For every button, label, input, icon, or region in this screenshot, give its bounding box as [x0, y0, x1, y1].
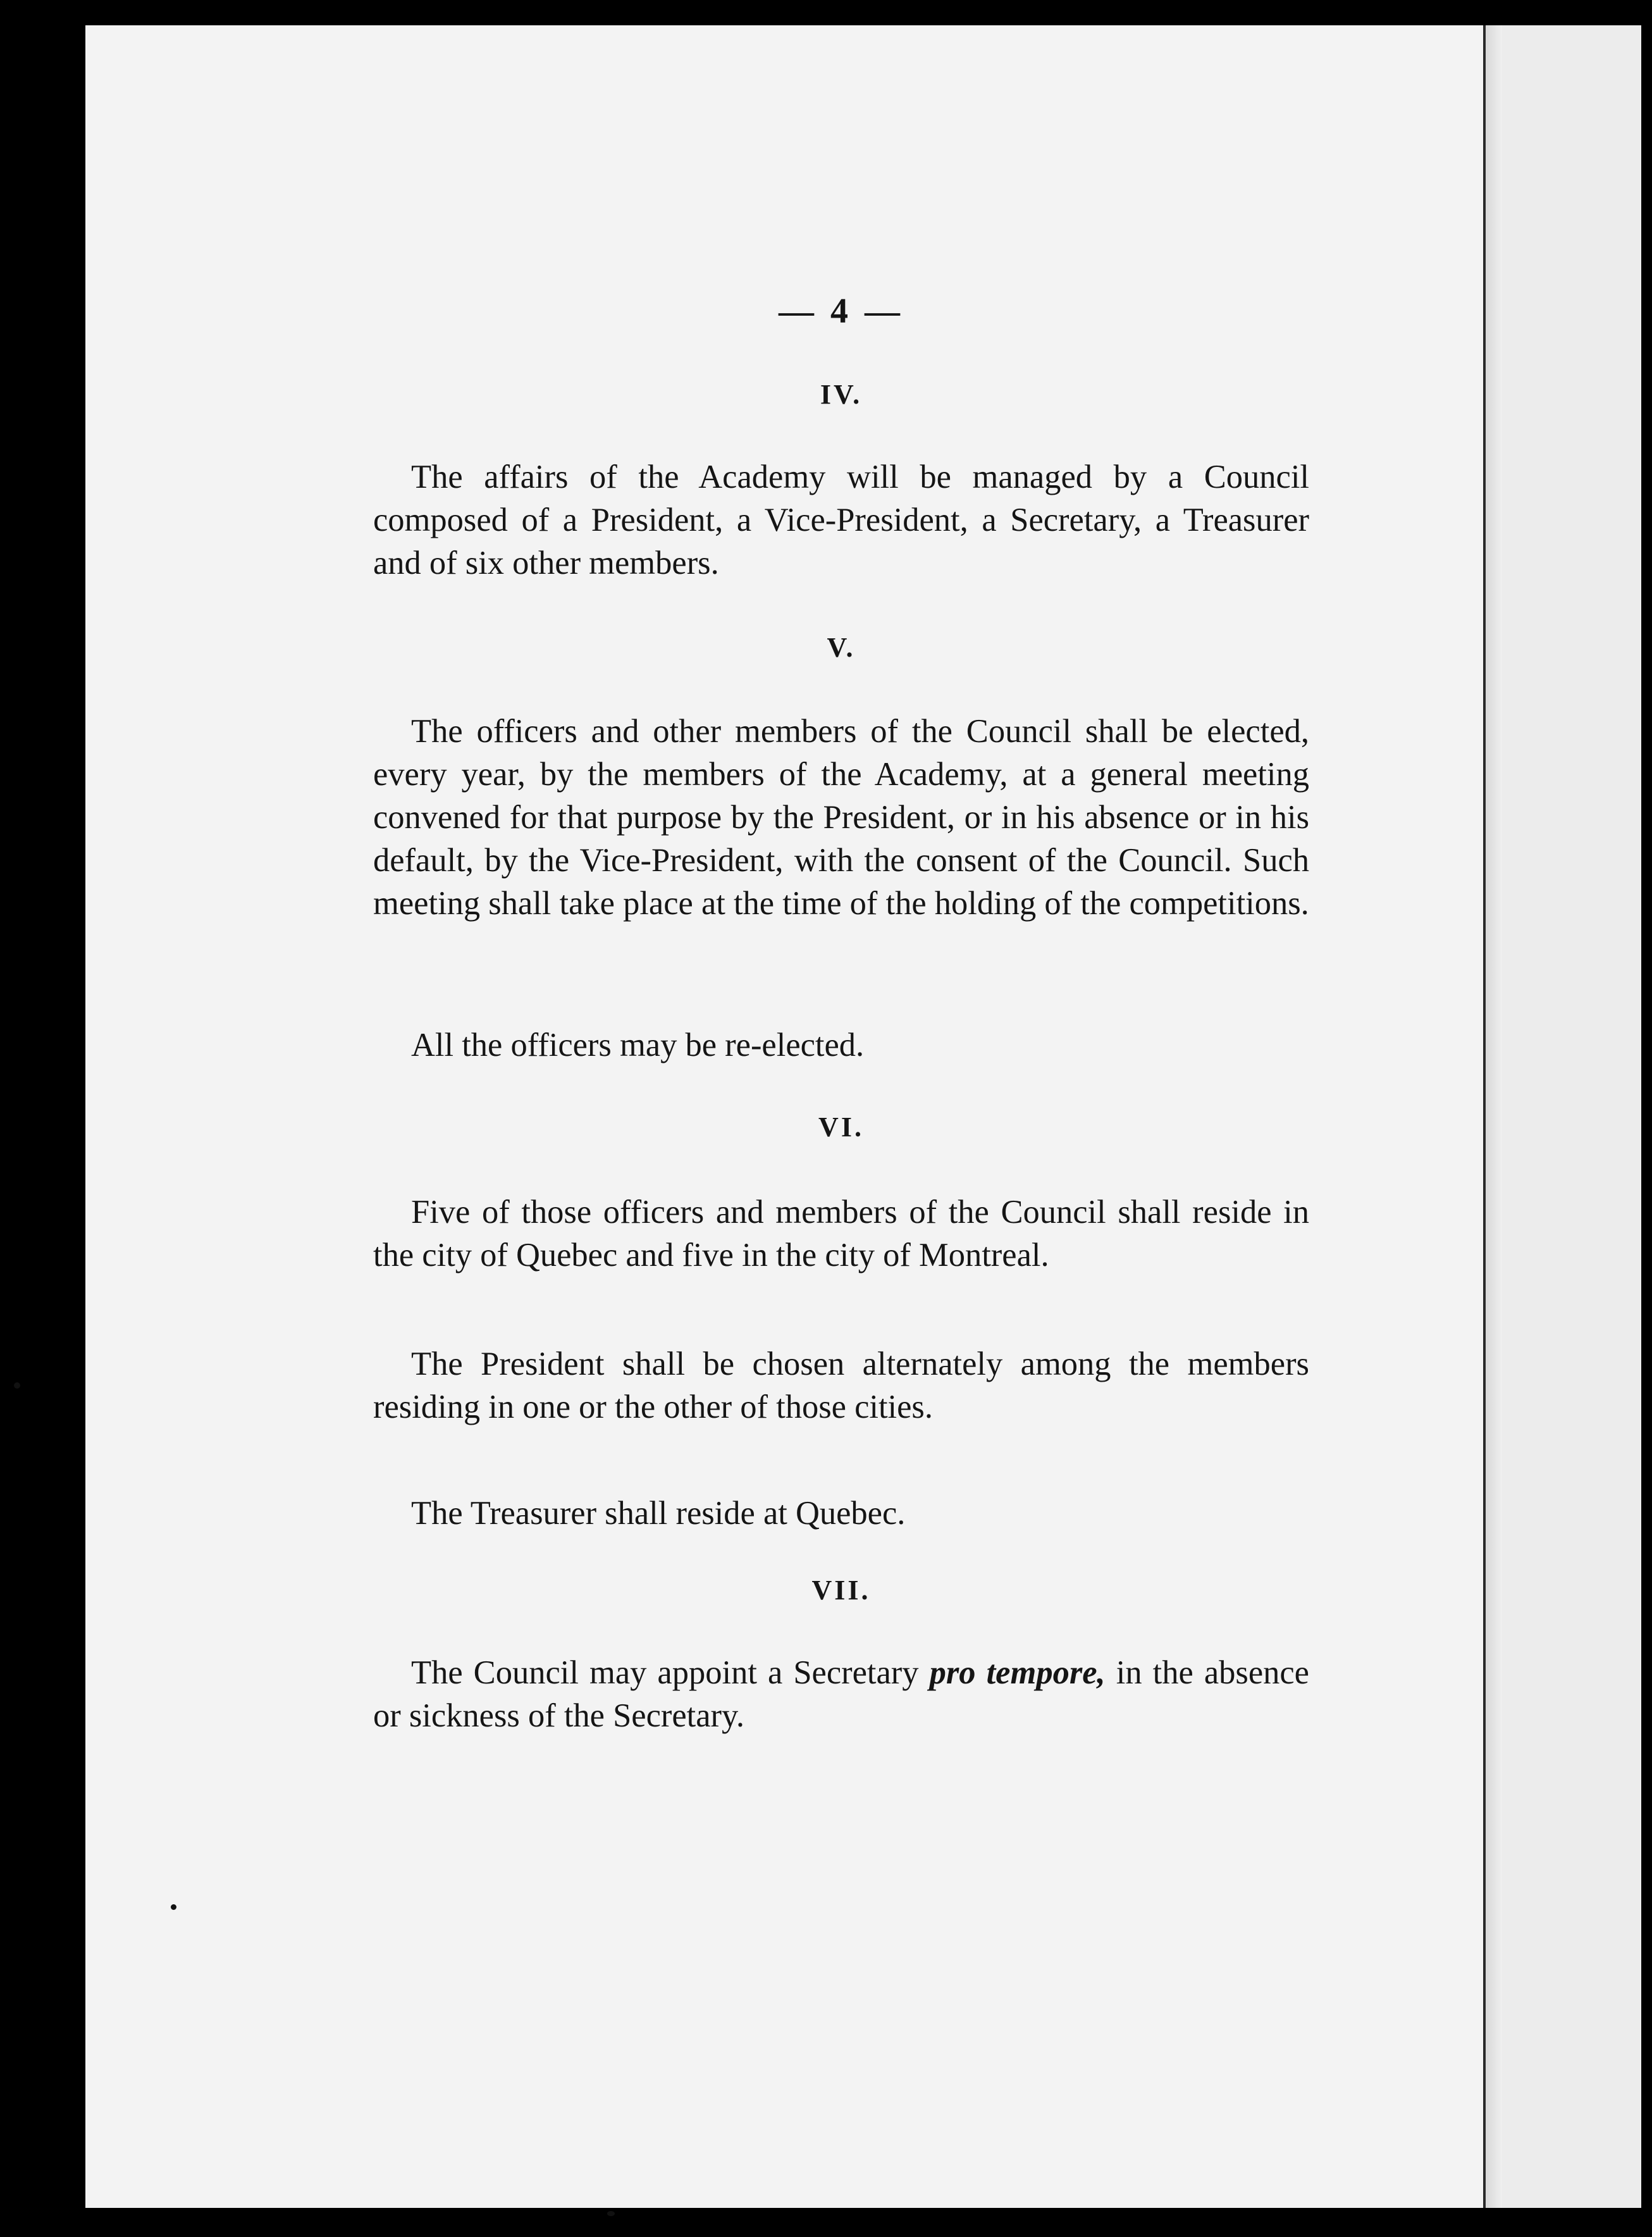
section-v-paragraph-2: All the officers may be re-elected.	[411, 1027, 865, 1063]
section-vi-paragraph-3: The Treasurer shall reside at Quebec.	[411, 1495, 906, 1532]
page-fold-edge	[1483, 25, 1505, 2208]
scan-speck	[14, 1382, 20, 1389]
adjacent-page-strip	[1502, 25, 1641, 2208]
section-heading-v: V.	[827, 632, 856, 663]
section-heading-vii: VII.	[811, 1575, 871, 1606]
section-vi-paragraph-2: The President shall be chosen alternately among the members residing in one or the other of those cities.	[373, 1346, 1309, 1425]
scan-speck	[607, 2211, 615, 2216]
section-heading-iv: IV.	[820, 379, 863, 410]
section-vii-text-after: in the absence or sickness of the Secretary.	[373, 1654, 1309, 1734]
section-vi-paragraph-1: Five of those officers and members of the Council shall reside in the city of Quebec and five in the city of Montreal.	[373, 1194, 1309, 1273]
section-vii-italic-phrase: pro tempore,	[929, 1654, 1106, 1691]
page-number: — 4 —	[779, 292, 904, 331]
scan-speck	[171, 1904, 176, 1910]
scanned-page	[85, 25, 1641, 2208]
section-vii-text-before: The Council may appoint a Secretary	[411, 1654, 930, 1691]
section-iv-paragraph-1: The affairs of the Academy will be managed by a Council composed of a President, a Vice-President, a Secretary, a Treasurer and of six other members.	[373, 459, 1309, 581]
section-vii-paragraph-1	[373, 1651, 1309, 1737]
section-heading-vi: VI.	[818, 1112, 864, 1143]
section-v-paragraph-1: The officers and other members of the Council shall be elected, every year, by the members of the Academy, at a general meeting convened for that purpose by the President, or in his absence or in his default, by the Vice-President, with the consent of the Council. Such meeting shall take place at the time of the holding of the competitions.	[373, 713, 1309, 922]
